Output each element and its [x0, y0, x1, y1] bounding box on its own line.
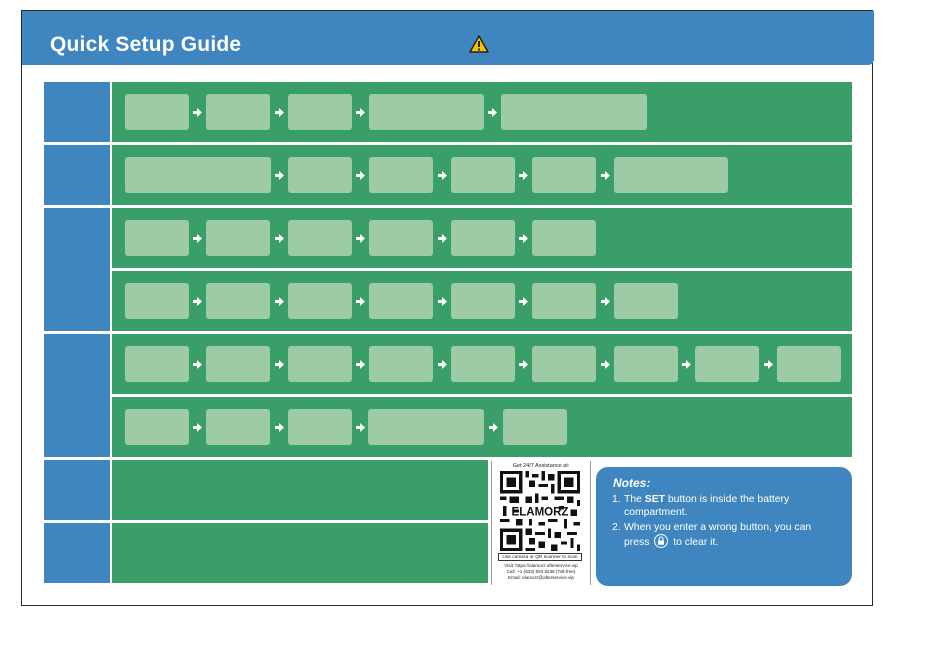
- step-box: [451, 346, 515, 382]
- notes-panel: [596, 467, 852, 586]
- arrow-right-icon: [519, 297, 528, 306]
- arrow-right-icon: [356, 108, 365, 117]
- steps-row-2: [112, 145, 852, 205]
- step-box: [369, 283, 433, 319]
- step-box: [206, 220, 270, 256]
- info-row-1: [112, 460, 488, 520]
- note-1-text-pre: The: [624, 494, 645, 505]
- step-box: [369, 346, 433, 382]
- section-label-3: [44, 208, 110, 331]
- step-box: [532, 346, 596, 382]
- qr-visit[interactable]: Visit: https://elamorz.afterservice.vip: [504, 563, 578, 568]
- arrow-right-icon: [356, 423, 365, 432]
- step-box: [451, 220, 515, 256]
- step-box: [288, 346, 352, 382]
- arrow-right-icon: [519, 360, 528, 369]
- step-box: [532, 220, 596, 256]
- step-box: [125, 283, 189, 319]
- step-box: [125, 409, 189, 445]
- notes-title: Notes:: [613, 476, 651, 490]
- arrow-right-icon: [275, 360, 284, 369]
- warning-icon: [469, 35, 489, 53]
- step-box: [614, 157, 728, 193]
- steps-row-3: [112, 208, 852, 268]
- arrow-right-icon: [356, 297, 365, 306]
- note-1-continuation: compartment.: [624, 507, 688, 518]
- arrow-right-icon: [356, 171, 365, 180]
- arrow-right-icon: [519, 234, 528, 243]
- qr-heading: Get 24/7 Assistance at:: [512, 463, 570, 469]
- step-box: [503, 409, 567, 445]
- arrow-right-icon: [193, 360, 202, 369]
- arrow-right-icon: [601, 297, 610, 306]
- arrow-right-icon: [438, 360, 447, 369]
- steps-row-5: [112, 334, 852, 394]
- arrow-right-icon: [275, 297, 284, 306]
- arrow-right-icon: [488, 108, 497, 117]
- note-2-text: When you enter a wrong button, you can: [624, 522, 812, 533]
- steps-row-1: [112, 82, 852, 142]
- step-box: [288, 283, 352, 319]
- arrow-right-icon: [519, 171, 528, 180]
- steps-row-4: [112, 271, 852, 331]
- arrow-right-icon: [682, 360, 691, 369]
- step-box: [206, 409, 270, 445]
- arrow-right-icon: [275, 234, 284, 243]
- step-box: [532, 157, 596, 193]
- arrow-right-icon: [356, 234, 365, 243]
- info-row-2: [112, 523, 488, 583]
- step-box: [288, 157, 352, 193]
- arrow-right-icon: [275, 423, 284, 432]
- arrow-right-icon: [438, 171, 447, 180]
- step-box: [125, 220, 189, 256]
- step-box: [125, 94, 189, 130]
- section-label-4: [44, 334, 110, 457]
- step-box: [125, 346, 189, 382]
- note-2-number: 2.: [612, 522, 621, 533]
- arrow-right-icon: [193, 108, 202, 117]
- arrow-right-icon: [764, 360, 773, 369]
- arrow-right-icon: [275, 171, 284, 180]
- step-box: [125, 157, 271, 193]
- arrow-right-icon: [438, 234, 447, 243]
- step-box: [206, 94, 270, 130]
- step-box: [501, 94, 647, 130]
- qr-email[interactable]: Email: elamorz@afterservice.vip: [508, 575, 574, 580]
- qr-code[interactable]: [500, 471, 580, 551]
- note-1-bold: SET: [644, 494, 666, 505]
- arrow-right-icon: [601, 171, 610, 180]
- qr-panel: [491, 461, 591, 585]
- section-label-5: [44, 460, 110, 520]
- header-bar: [22, 11, 874, 65]
- arrow-right-icon: [489, 423, 498, 432]
- step-box: [288, 94, 352, 130]
- lock-icon: [654, 534, 668, 548]
- step-box: [451, 283, 515, 319]
- step-box: [206, 283, 270, 319]
- step-box: [695, 346, 759, 382]
- note-1-number: 1.: [612, 494, 621, 505]
- steps-row-6: [112, 397, 852, 457]
- qr-contact-info: [492, 563, 590, 581]
- arrow-right-icon: [438, 297, 447, 306]
- step-box: [369, 157, 433, 193]
- arrow-right-icon: [193, 297, 202, 306]
- qr-scan-hint: Use camera or QR scanner to scan: [498, 553, 582, 561]
- arrow-right-icon: [193, 234, 202, 243]
- note-1-text-post: button is inside the battery: [665, 494, 790, 505]
- note-2-clear: to clear it.: [673, 537, 719, 548]
- step-box: [288, 409, 352, 445]
- qr-call[interactable]: Call: +1 (833) 553 6238 (Toll-free): [506, 569, 576, 574]
- qr-brand-text: ELAMORZ: [511, 506, 569, 519]
- note-1: [612, 493, 842, 519]
- step-box: [368, 409, 484, 445]
- step-box: [369, 94, 484, 130]
- step-box: [532, 283, 596, 319]
- arrow-right-icon: [275, 108, 284, 117]
- page-title: Quick Setup Guide: [50, 33, 242, 56]
- step-box: [777, 346, 841, 382]
- arrow-right-icon: [601, 360, 610, 369]
- section-label-2: [44, 145, 110, 205]
- section-label-6: [44, 523, 110, 583]
- note-2-continuation: [612, 534, 842, 549]
- note-2-press: press: [624, 537, 650, 548]
- step-box: [614, 346, 678, 382]
- step-box: [206, 346, 270, 382]
- section-label-1: [44, 82, 110, 142]
- step-box: [288, 220, 352, 256]
- arrow-right-icon: [193, 423, 202, 432]
- step-box: [451, 157, 515, 193]
- step-box: [369, 220, 433, 256]
- arrow-right-icon: [356, 360, 365, 369]
- note-2: [612, 521, 842, 549]
- step-box: [614, 283, 678, 319]
